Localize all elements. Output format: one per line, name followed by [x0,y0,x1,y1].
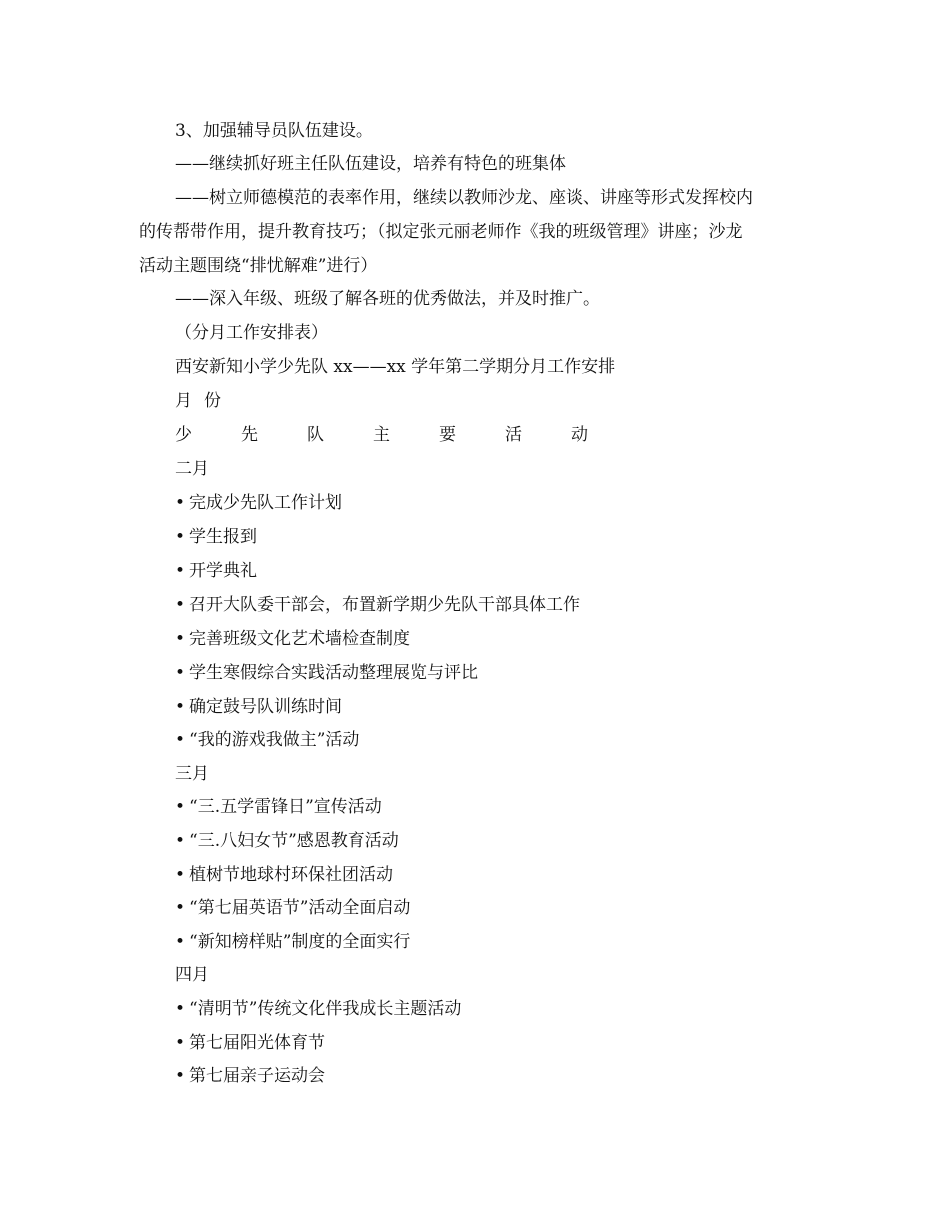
bullet-icon: • [175,831,186,851]
bullet-icon: • [175,898,186,918]
month-label: 四月 [175,965,209,985]
list-item [175,796,382,818]
dash-item: ——深入年级、班级了解各班的优秀做法，并及时推广。 [175,289,600,309]
bullet-icon: • [175,932,186,952]
list-item [175,1032,325,1054]
list-item [175,998,461,1020]
list-item-text: “新知榜样贴”制度的全面实行 [189,932,411,952]
bullet-icon: • [175,493,186,513]
list-item-text: 第七届阳光体育节 [189,1033,325,1053]
section-heading: 3、加强辅导员队伍建设。 [175,121,373,141]
column-header-char: 动 [571,425,588,445]
column-header-char: 份 [204,391,221,411]
bullet-icon: • [175,1066,186,1086]
dash-item-continuation: 的传帮带作用，提升教育技巧；（拟定张元丽老师作《我的班级管理》讲座；沙龙 [139,222,743,242]
column-header-char: 少 [175,425,192,445]
list-item-text: “清明节”传统文化伴我成长主题活动 [189,999,462,1019]
list-item [175,864,393,886]
list-item [175,560,257,582]
bullet-icon: • [175,730,186,750]
bullet-icon: • [175,865,186,885]
bullet-icon: • [175,595,186,615]
list-item [175,492,342,514]
bullet-icon: • [175,999,186,1019]
column-header-char: 活 [505,425,522,445]
list-item-text: 完成少先队工作计划 [189,493,342,513]
column-header-char: 要 [439,425,456,445]
list-item-text: 完善班级文化艺术墙检查制度 [189,629,410,649]
month-label: 二月 [175,459,209,479]
list-item [175,526,257,548]
schedule-title: 西安新知小学少先队 xx——xx 学年第二学期分月工作安排 [175,357,616,377]
bullet-icon: • [175,561,186,581]
list-item-text: 确定鼓号队训练时间 [189,697,342,717]
list-item-text: 开学典礼 [189,561,257,581]
list-item-text: 植树节地球村环保社团活动 [189,865,393,885]
column-header-char: 先 [241,425,258,445]
list-item-text: “三.八妇女节”感恩教育活动 [189,831,399,851]
column-header-char: 月 [175,391,192,411]
list-item-text: “第七届英语节”活动全面启动 [189,898,411,918]
column-header-activity [175,424,588,446]
list-item-text: 学生寒假综合实践活动整理展览与评比 [189,663,478,683]
list-item-text: 第七届亲子运动会 [189,1066,325,1086]
list-item-text: 召开大队委干部会，布置新学期少先队干部具体工作 [189,595,580,615]
dash-item: ——继续抓好班主任队伍建设，培养有特色的班集体 [175,154,566,174]
month-label: 三月 [175,764,209,784]
list-item [175,662,478,684]
schedule-note: （分月工作安排表） [175,323,328,343]
bullet-icon: • [175,663,186,683]
list-item [175,897,410,919]
list-item [175,729,359,751]
list-item [175,830,399,852]
list-item-text: “三.五学雷锋日”宣传活动 [189,797,382,817]
bullet-icon: • [175,797,186,817]
column-header-char: 主 [373,425,390,445]
list-item [175,594,580,616]
list-item-text: “我的游戏我做主”活动 [189,730,360,750]
list-item [175,628,410,650]
column-header-month [175,390,221,412]
dash-item-continuation: 活动主题围绕“排忧解难”进行） [139,256,378,276]
list-item-text: 学生报到 [189,527,257,547]
list-item [175,931,410,953]
list-item [175,1065,325,1087]
bullet-icon: • [175,1033,186,1053]
bullet-icon: • [175,527,186,547]
bullet-icon: • [175,697,186,717]
list-item [175,696,342,718]
dash-item: ——树立师德模范的表率作用，继续以教师沙龙、座谈、讲座等形式发挥校内 [175,188,753,208]
column-header-char: 队 [307,425,324,445]
bullet-icon: • [175,629,186,649]
